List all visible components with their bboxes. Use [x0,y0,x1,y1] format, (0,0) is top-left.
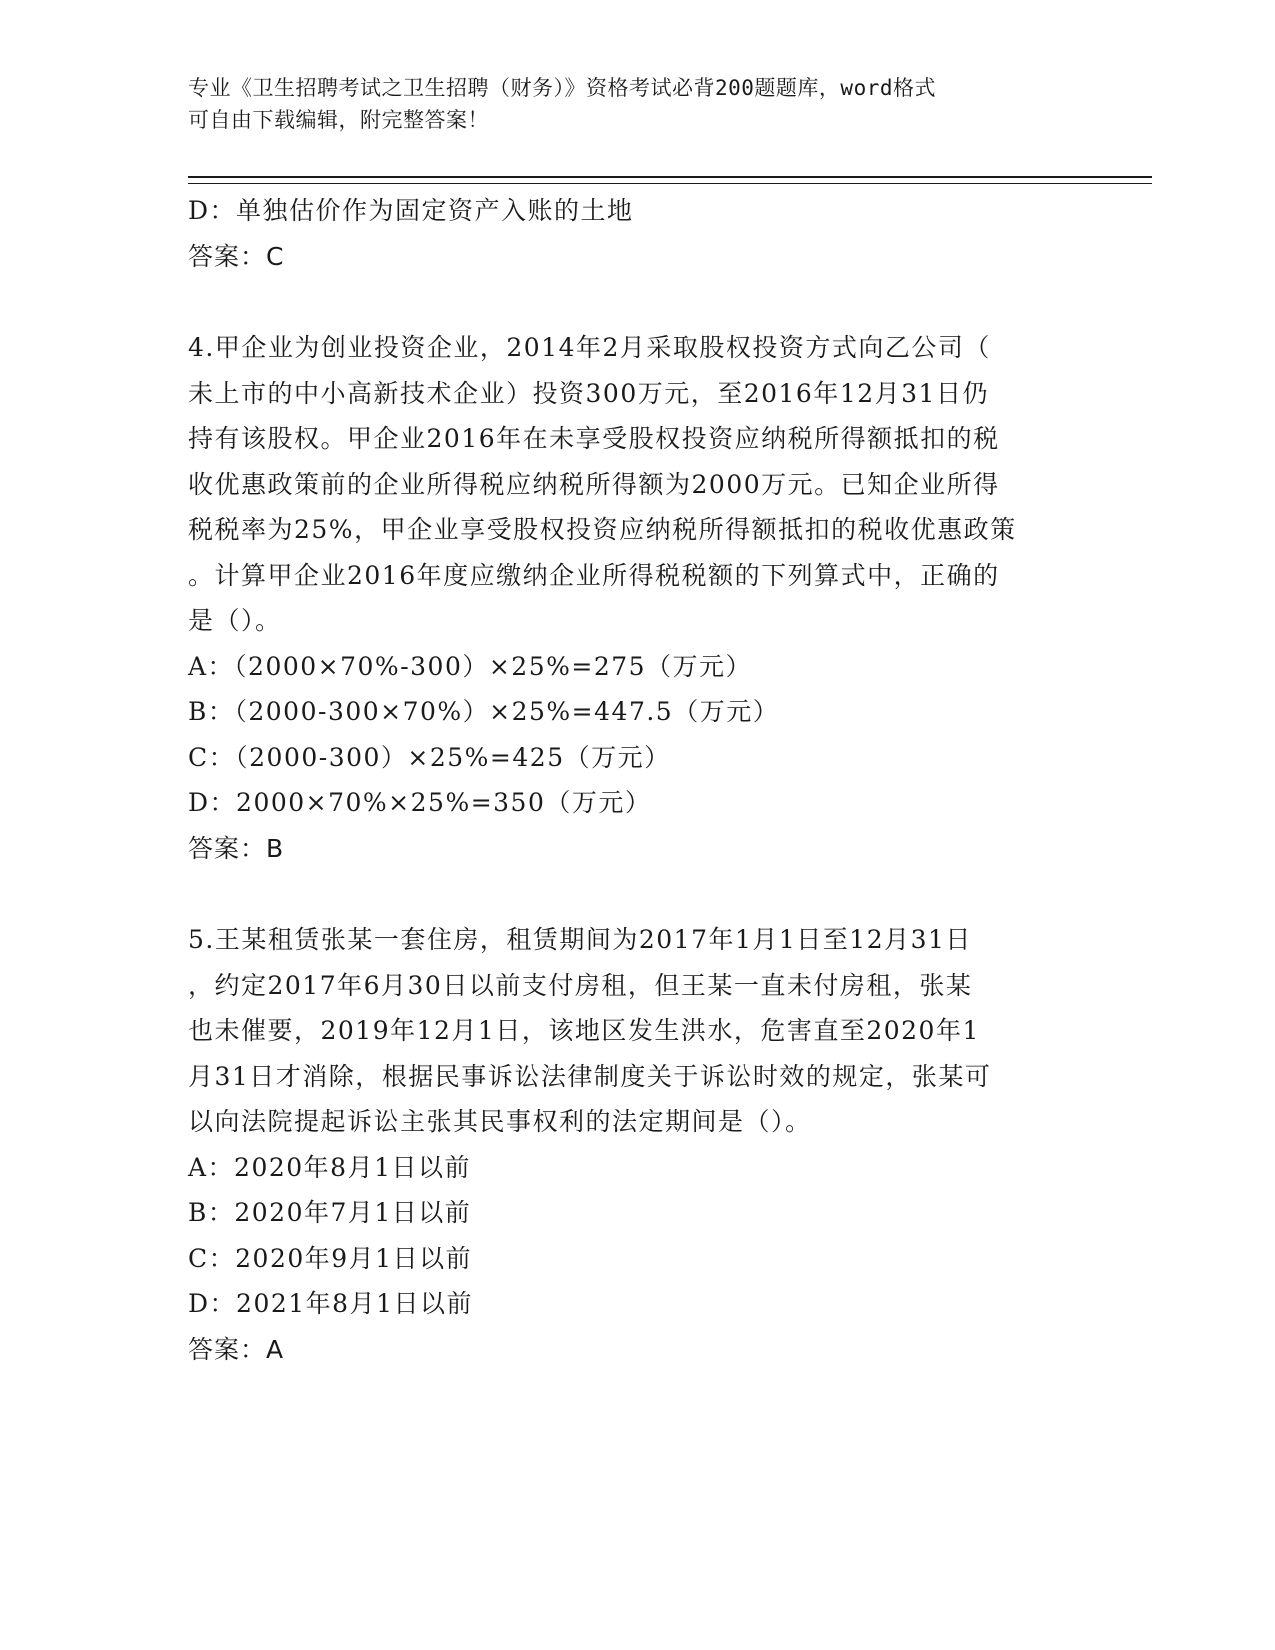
option-line: C：（2000-300）×25%=425（万元） [188,742,671,772]
option-line: A：（2000×70%-300）×25%=275（万元） [188,651,753,681]
question-block [188,325,1088,871]
document-header [188,72,1088,136]
question-line: 。计算甲企业2016年度应缴纳企业所得税税额的下列算式中，正确的 [188,560,1000,590]
question-block [188,188,1088,279]
question-line: 5.王某租赁张某一套住房，租赁期间为2017年1月1日至12月31日 [188,925,972,954]
option-line: B：2020年7月1日以前 [188,1198,472,1227]
question-line: 税税率为25%，甲企业享受股权投资应纳税所得额抵扣的税收优惠政策 [188,515,1017,544]
answer-line: 答案：A [188,1334,285,1364]
answer-line: 答案：B [188,833,285,863]
question-block [188,917,1088,1372]
question-line: 是（）。 [188,606,282,635]
option-line: C：2020年9月1日以前 [188,1243,473,1273]
spacer [188,279,1088,325]
question-line: 以向法院提起诉讼主张其民事权利的法定期间是（）。 [188,1107,812,1136]
option-line: A：2020年8月1日以前 [188,1152,471,1182]
question-line: 收优惠政策前的企业所得税应纳税所得额为2000万元。已知企业所得 [188,469,1000,499]
question-line: 也未催要，2019年12月1日，该地区发生洪水，危害直至2020年1 [188,1016,980,1045]
question-line: 4.甲企业为创业投资企业，2014年2月采取股权投资方式向乙公司（ [188,333,991,362]
question-line: 持有该股权。甲企业2016年在未享受股权投资应纳税所得额抵扣的税 [188,424,1000,453]
header-divider [188,176,1152,178]
header-divider-thin [188,183,1152,184]
answer-line: 答案：C [188,241,285,271]
question-line: 月31日才消除，根据民事诉讼法律制度关于诉讼时效的规定，张某可 [188,1061,992,1091]
spacer [188,871,1088,917]
option-line: D：2021年8月1日以前 [188,1289,473,1318]
option-line: B：（2000-300×70%）×25%=447.5（万元） [188,697,780,726]
question-line: 未上市的中小高新技术企业）投资300万元，至2016年12月31日仍 [188,378,989,408]
header-line: 专业《卫生招聘考试之卫生招聘（财务）》资格考试必背200题题库，word格式 [188,76,936,100]
document-body [188,188,1088,1372]
question-line: ，约定2017年6月30日以前支付房租，但王某一直未付房租，张某 [188,970,973,1000]
header-line: 可自由下载编辑，附完整答案！ [188,108,489,132]
option-line: D：2000×70%×25%=350（万元） [188,788,652,817]
option-line: D：单独估价作为固定资产入账的土地 [188,196,634,225]
